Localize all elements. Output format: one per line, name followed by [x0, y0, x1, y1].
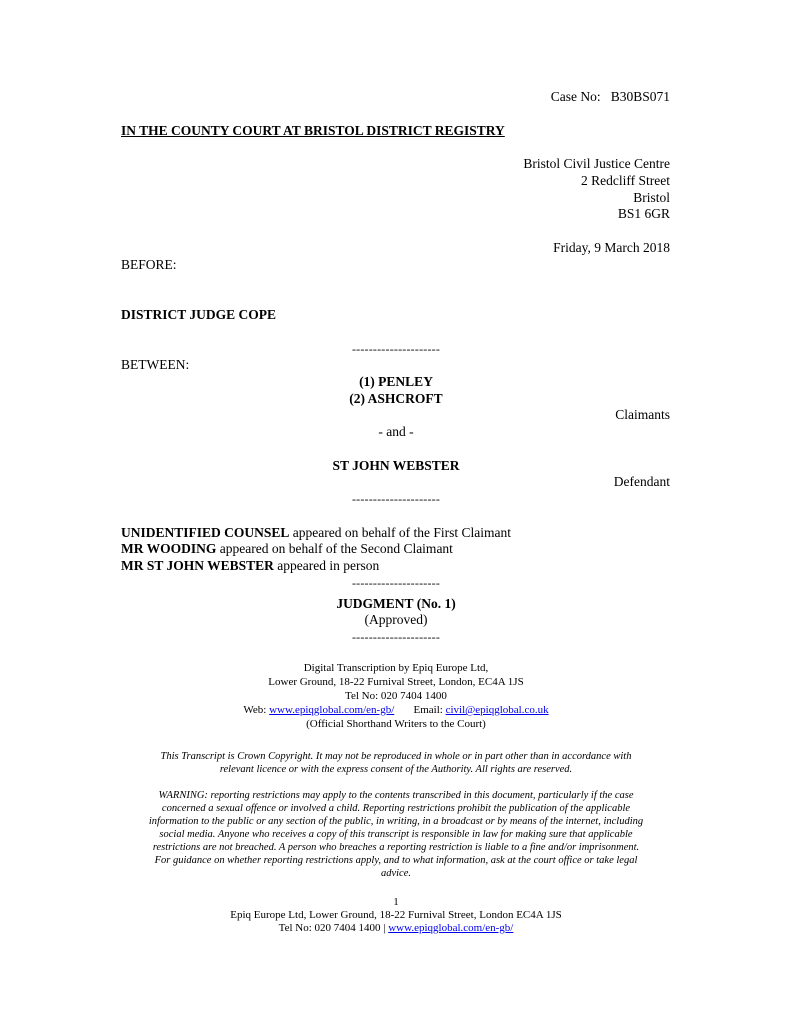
- claimant-2: (2) ASHCROFT: [349, 391, 443, 406]
- judge-name: DISTRICT JUDGE COPE: [121, 307, 277, 322]
- footer-address: Epiq Europe Ltd, Lower Ground, 18-22 Furnival Street, London EC4A 1JS: [230, 909, 562, 921]
- and-label: - and -: [378, 424, 414, 439]
- warning-line-7: advice.: [380, 868, 412, 879]
- address-line-2: 2 Redcliff Street: [581, 173, 670, 188]
- transcriber-contact: [0, 704, 792, 717]
- separator-4: ---------------------: [351, 630, 441, 644]
- between-label: BETWEEN:: [121, 357, 190, 372]
- warning-line-4: social media. Anyone who receives a copy of this transcript is responsible in law for making sure that applicable: [159, 829, 633, 840]
- case-number-value: B30BS071: [610, 89, 670, 104]
- transcriber-web-link[interactable]: www.epiqglobal.com/en-gb/: [269, 704, 395, 716]
- address-line-3: Bristol: [633, 190, 670, 205]
- transcriber-line-1: Digital Transcription by Epiq Europe Ltd,: [303, 662, 489, 674]
- transcriber-line-3: Tel No: 020 7404 1400: [345, 690, 447, 702]
- footer-tel: Tel No: 020 7404 1400 |: [278, 922, 389, 934]
- footer-contact: [0, 922, 792, 935]
- court-title: IN THE COUNTY COURT AT BRISTOL DISTRICT REGISTRY: [121, 123, 505, 138]
- footer-web-link[interactable]: www.epiqglobal.com/en-gb/: [388, 922, 514, 934]
- defendant-label: Defendant: [613, 474, 670, 489]
- claimants-label: Claimants: [615, 407, 670, 422]
- appearance-2-text: appeared on behalf of the Second Claimant: [216, 541, 453, 556]
- judgment-status: (Approved): [364, 612, 428, 627]
- transcriber-line-5: (Official Shorthand Writers to the Court): [306, 718, 486, 730]
- hearing-date: Friday, 9 March 2018: [553, 240, 670, 255]
- separator-1: ---------------------: [351, 342, 441, 356]
- transcriber-line-2: Lower Ground, 18-22 Furnival Street, London, EC4A 1JS: [268, 676, 524, 688]
- appearance-3: [121, 558, 379, 574]
- warning-line-6: For guidance on whether reporting restrictions apply, and to what information, ask at the court office or take legal: [154, 855, 638, 866]
- appearance-2: [121, 541, 453, 557]
- warning-line-1: WARNING: reporting restrictions may apply to the contents transcribed in this document, particularly if the case: [158, 790, 634, 801]
- appearance-1-text: appeared on behalf of the First Claimant: [289, 525, 511, 540]
- case-number: [551, 89, 670, 105]
- page-number: 1: [393, 896, 399, 908]
- appearance-1: [121, 525, 511, 541]
- appearance-2-name: MR WOODING: [121, 541, 217, 556]
- warning-line-2: concerned a sexual offence or involved a child. Reporting restrictions prohibit the publication of the applicable: [161, 803, 631, 814]
- appearance-3-text: appeared in person: [273, 558, 380, 573]
- case-number-label: Case No:: [550, 89, 601, 104]
- defendant-name: ST JOHN WEBSTER: [332, 458, 460, 473]
- copyright-line-2: relevant licence or with the express consent of the Authority. All rights are reserved.: [219, 764, 573, 775]
- before-label: BEFORE:: [121, 257, 177, 272]
- email-label: Email:: [413, 704, 446, 716]
- transcriber-email-link[interactable]: civil@epiqglobal.co.uk: [445, 704, 549, 716]
- warning-line-5: restrictions are not breached. A person who breaches a reporting restriction is liable to a fine and/or imprisonment.: [152, 842, 640, 853]
- address-line-1: Bristol Civil Justice Centre: [523, 156, 670, 171]
- separator-3: ---------------------: [351, 576, 441, 590]
- web-label: Web:: [243, 704, 270, 716]
- appearance-1-name: UNIDENTIFIED COUNSEL: [121, 525, 290, 540]
- copyright-line-1: This Transcript is Crown Copyright. It may not be reproduced in whole or in part other than in accordance with: [160, 751, 632, 762]
- address-line-4: BS1 6GR: [617, 206, 670, 221]
- judgment-title: JUDGMENT (No. 1): [336, 596, 456, 611]
- warning-line-3: information to the public or any section of the public, in writing, in a broadcast or by means of the internet, including: [148, 816, 644, 827]
- separator-2: ---------------------: [351, 492, 441, 506]
- claimant-1: (1) PENLEY: [359, 374, 433, 389]
- appearance-3-name: MR ST JOHN WEBSTER: [121, 558, 274, 573]
